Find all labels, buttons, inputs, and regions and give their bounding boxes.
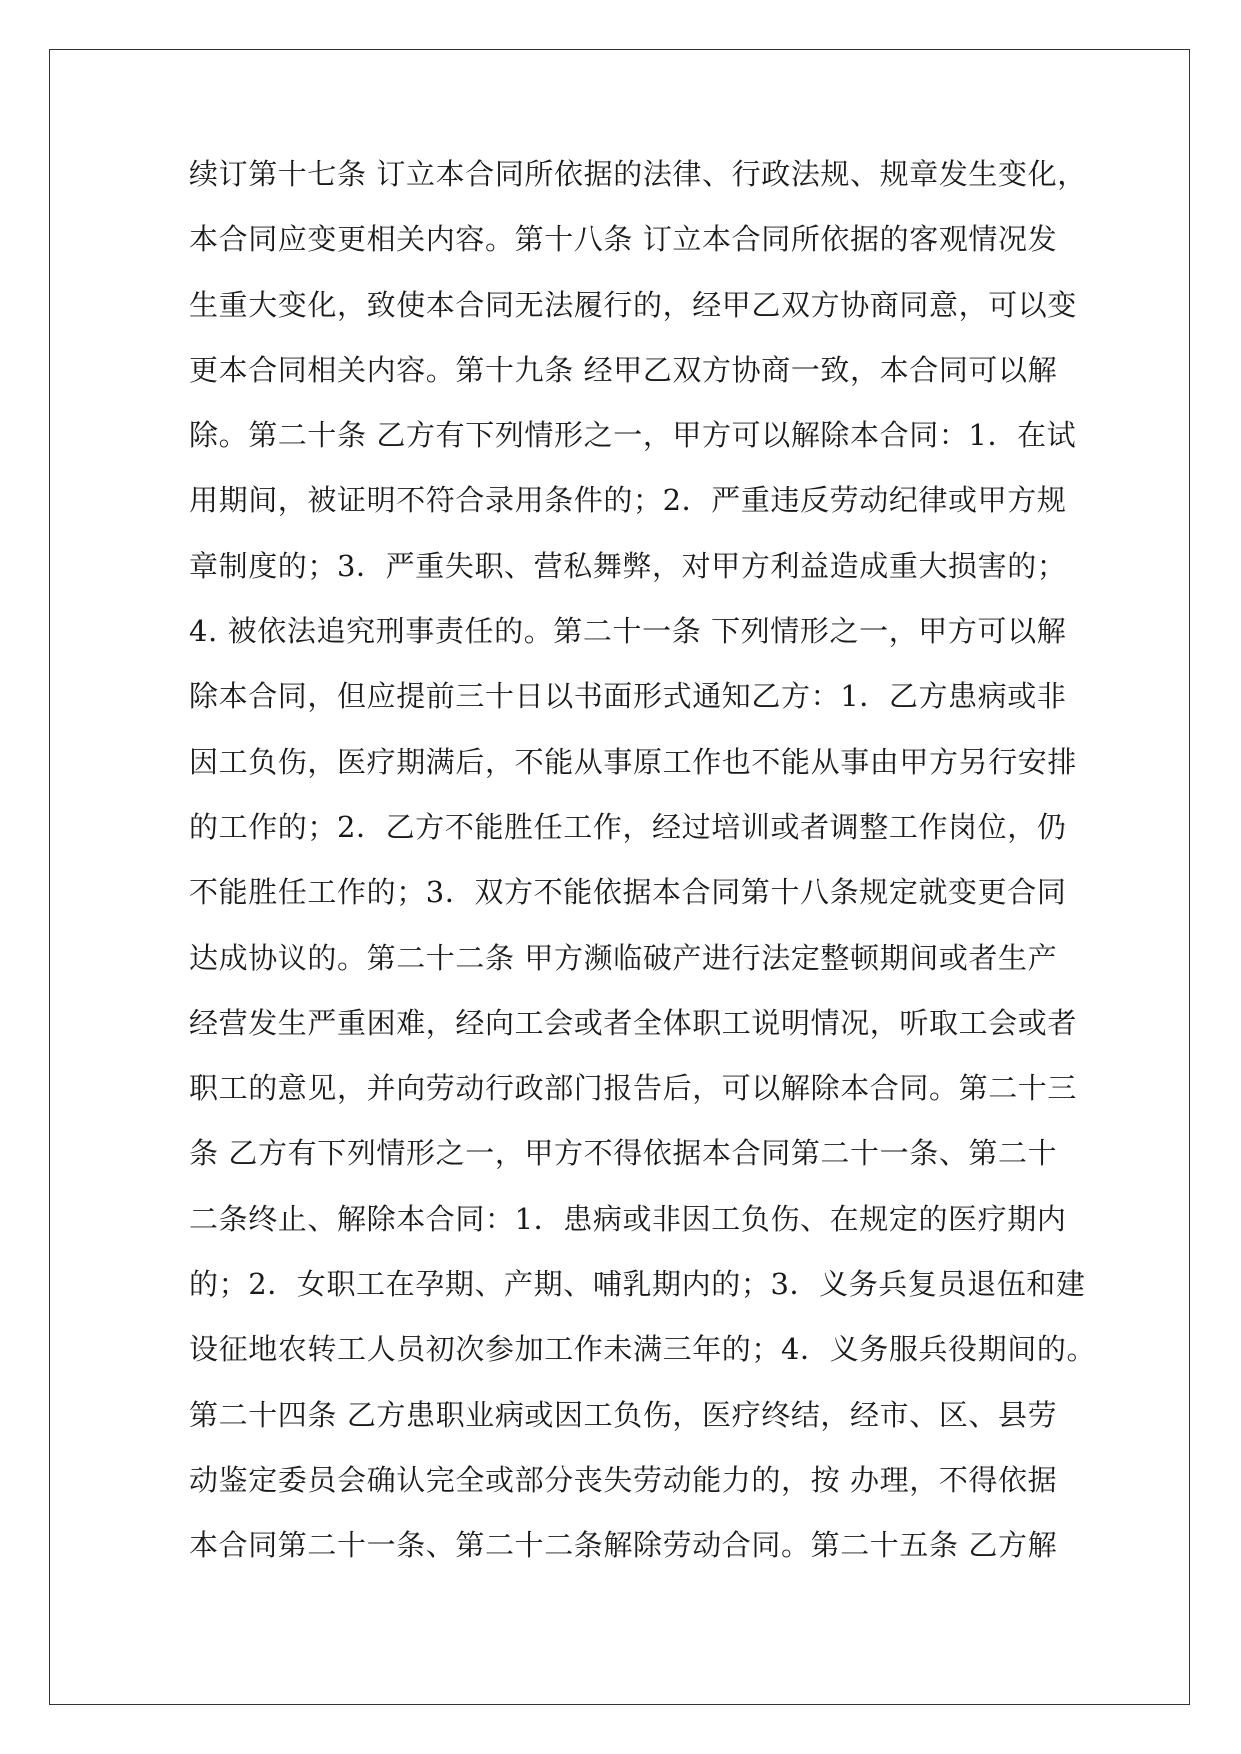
text-line: 续订第十七条 订立本合同所依据的法律、行政法规、规章发生变化，: [189, 157, 1087, 191]
text-line: 动鉴定委员会确认完全或部分丧失劳动能力的，按 办理，不得依据: [189, 1462, 1058, 1497]
text-line: 生重大变化，致使本合同无法履行的，经甲乙双方协商同意，可以变: [189, 287, 1078, 322]
text-line: 的；2．女职工在孕期、产期、哺乳期内的；3．义务兵复员退伍和建: [189, 1267, 1086, 1302]
text-line: 本合同第二十一条、第二十二条解除劳动合同。第二十五条 乙方解: [189, 1528, 1058, 1563]
text-line: 设征地农转工人员初次参加工作未满三年的；4．义务服兵役期间的。: [189, 1332, 1097, 1367]
text-line: 章制度的；3．严重失职、营私舞弊，对甲方利益造成重大损害的；: [189, 548, 1067, 583]
text-line: 用期间，被证明不符合录用条件的；2．严重违反劳动纪律或甲方规: [189, 483, 1067, 518]
text-line: 更本合同相关内容。第十九条 经甲乙双方协商一致，本合同可以解: [189, 352, 1058, 387]
text-line: 4. 被依法追究刑事责任的。第二十一条 下列情形之一，甲方可以解: [189, 614, 1067, 649]
text-line: 本合同应变更相关内容。第十八条 订立本合同所依据的客观情况发: [189, 222, 1058, 257]
document-body: [189, 142, 1097, 1579]
text-line: 的工作的；2．乙方不能胜任工作，经过培训或者调整工作岗位，仍: [189, 809, 1067, 844]
text-line: 达成协议的。第二十二条 甲方濒临破产进行法定整顿期间或者生产: [189, 940, 1058, 975]
text-line: 职工的意见，并向劳动行政部门报告后，可以解除本合同。第二十三: [189, 1071, 1078, 1106]
text-line: 除本合同，但应提前三十日以书面形式通知乙方：1．乙方患病或非: [189, 679, 1067, 714]
text-line: 不能胜任工作的；3．双方不能依据本合同第十八条规定就变更合同: [189, 875, 1067, 910]
text-line: 条 乙方有下列情形之一，甲方不得依据本合同第二十一条、第二十: [189, 1136, 1058, 1171]
text-line: 因工负伤，医疗期满后，不能从事原工作也不能从事由甲方另行安排: [189, 744, 1078, 779]
text-line: 第二十四条 乙方患职业病或因工负伤，医疗终结，经市、区、县劳: [189, 1397, 1058, 1432]
text-line: 二条终止、解除本合同：1．患病或非因工负伤、在规定的医疗期内: [189, 1201, 1067, 1236]
text-line: 经营发生严重困难，经向工会或者全体职工说明情况，听取工会或者: [189, 1005, 1078, 1040]
text-line: 除。第二十条 乙方有下列情形之一，甲方可以解除本合同：1．在试: [189, 418, 1077, 453]
